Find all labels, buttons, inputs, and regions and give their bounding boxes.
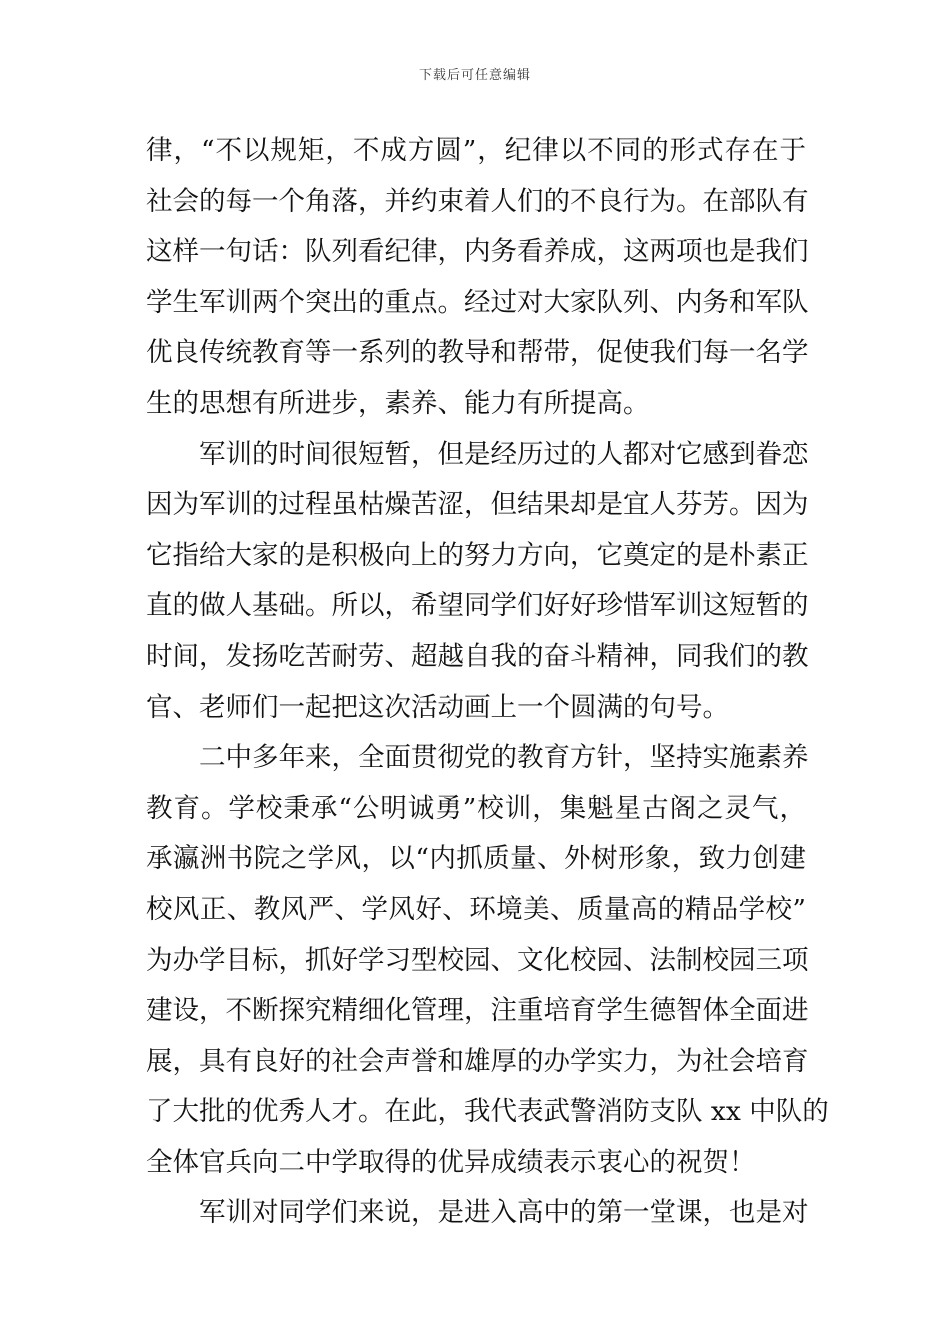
text-line: 军训对同学们来说，是进入高中的第一堂课，也是对 bbox=[199, 1197, 809, 1229]
text-line: 了大批的优秀人才。在此，我代表武警消防支队 xx 中队的 bbox=[146, 1096, 829, 1128]
text-line: 二中多年来，全面贯彻党的教育方针，坚持实施素养 bbox=[199, 742, 809, 774]
text-line: 官、老师们一起把这次活动画上一个圆满的句号。 bbox=[146, 691, 729, 723]
text-line: 社会的每一个角落，并约束着人们的不良行为。在部队有 bbox=[146, 185, 809, 217]
text-line: 校风正、教风严、学风好、环境美、质量高的精品学校” bbox=[146, 893, 806, 925]
text-line: 全体官兵向二中学取得的优异成绩表示衷心的祝贺！ bbox=[146, 1146, 756, 1178]
text-line: 因为军训的过程虽枯燥苦涩，但结果却是宜人芬芳。因为 bbox=[146, 489, 809, 521]
page-header: 下载后可任意编辑 bbox=[418, 68, 531, 83]
paragraph bbox=[146, 430, 809, 734]
text-line: 它指给大家的是积极向上的努力方向，它奠定的是朴素正 bbox=[146, 539, 809, 571]
paragraph bbox=[146, 733, 829, 1188]
paragraph bbox=[146, 1188, 809, 1239]
paragraph bbox=[146, 126, 809, 430]
text-line: 生的思想有所进步，素养、能力有所提高。 bbox=[146, 387, 650, 419]
text-line: 承瀛洲书院之学风，以“内抓质量、外树形象，致力创建 bbox=[146, 843, 806, 875]
text-line: 律，“不以规矩，不成方圆”，纪律以不同的形式存在于 bbox=[146, 135, 806, 166]
text-line: 时间，发扬吃苦耐劳、超越自我的奋斗精神，同我们的教 bbox=[146, 640, 809, 672]
text-line: 为办学目标，抓好学习型校园、文化校园、法制校园三项 bbox=[146, 944, 809, 976]
document-body bbox=[146, 126, 829, 1239]
text-line: 学生军训两个突出的重点。经过对大家队列、内务和军队 bbox=[146, 286, 809, 318]
text-line: 展，具有良好的社会声誉和雄厚的办学实力，为社会培育 bbox=[146, 1045, 809, 1077]
text-line: 建设，不断探究精细化管理，注重培育学生德智体全面进 bbox=[146, 995, 809, 1027]
text-line: 优良传统教育等一系列的教导和帮带，促使我们每一名学 bbox=[146, 337, 809, 369]
text-line: 军训的时间很短暂，但是经历过的人都对它感到眷恋 bbox=[199, 438, 809, 470]
text-line: 这样一句话：队列看纪律，内务看养成，这两项也是我们 bbox=[146, 236, 809, 268]
text-line: 直的做人基础。所以，希望同学们好好珍惜军训这短暂的 bbox=[146, 590, 809, 622]
text-line: 教育。学校秉承“公明诚勇”校训，集魁星古阁之灵气， bbox=[146, 792, 806, 824]
